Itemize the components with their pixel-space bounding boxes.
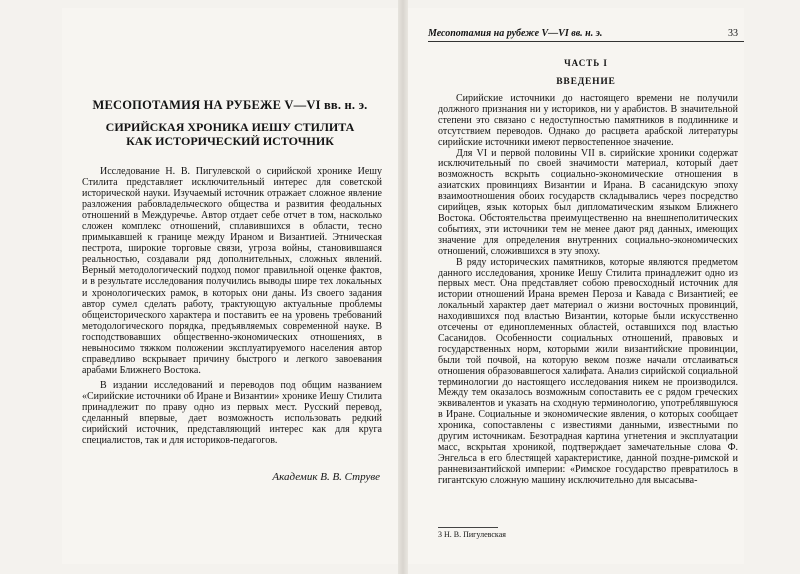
page-number: 33 [728,28,738,39]
footnote: 3 Н. В. Пигулевская [438,530,506,539]
right-page [408,8,744,564]
foreword-paragraph-1: Исследование Н. В. Пигулевской о сирийской хронике Иешу Стилита представляет исключительный интерес для советской исторической науки. Изучаемый источник отражает сложное явление разложения рабовладельческого общества и развития феодальных отношений в Междуречье. Автор отдает себе отчет в том, насколько сложен комплекс отношений, сплавившихся в области, тесно примыкавшей к границе между Ираном и Византией. Этническая пестрота, широкие торговые связи, угроза войны, становившаяся реальностью, создавали ряд дополнительных, сложных явлений. Верный методологический подход помог правильной оценке фактов, и в результате исследования получились выводы шире тех локальных и хронологических рамок, в которых они даны. Из своего задания автор сумел сделать работу, трактующую актуальные проблемы общеисторического характера и поставить ее на уровень требований методологического порядка, предъявляемых современной науке. В господствовавших общественно-экономических отношениях, в невыносимо тяжком положении эксплуатируемого населения автор справедливо вскрывает причину быстрого и легкого завоевания арабами Ближнего Востока. [82,166,382,376]
book-gutter [398,0,408,574]
book-subtitle [62,120,398,148]
intro-paragraph-3: В ряду исторических памятников, которые являются предметом данного исследования, хронике Иешу Стилита принадлежит одно из первых мест. Она представляет собою превосходный источник для истории отношений Ирана времен Пероза и Кавада с Византией; ее локальный характер дает материал о жизни восточных провинций, находившихся под властью Византии, которые были искусственно отсечены от единоплеменных областей, оставшихся под властью Сасанидов. Особенности социальных отношений, правовых и государственных норм, которыми жили византийские провинции, были той почвой, на которую веком позже начали отслаиваться отношения образовавшегося халифата. Анализ сирийской социальной терминологии до настоящего исследования никем не производился. Между тем оказалось возможным сопоставить ее с рядом греческих эквивалентов и указать на сходную терминологию, употреблявшуюся в Иране. Социальные и экономические явления, о которых сообщает хроника, сопоставлены с известиями данными, известными по другим источникам. Безотрадная картина угнетения и эксплуатации масс, вскрытая хроникой, подтверждает замечательные слова Ф. Энгельса в его блестящей характеристике, данной поздне-римской и ранневизантийской империи: «Римское государство превратилось в гигантскую сложную машину исключительно для высасыва- [438,256,738,486]
running-head-title: Месопотамия на рубеже V—VI вв. н. э. [428,28,603,39]
subtitle-line-2: КАК ИСТОРИЧЕСКИЙ ИСТОЧНИК [126,134,334,148]
intro-paragraph-2: Для VI и первой половины VII в. сирийские хроники содержат исключительный по своей значимости материал, который дает возможность вскрыть социально-экономические отношения в азиатских провинциях Византии и Ирана. В сасанидскую эпоху взаимоотношения обоих государств складывались через посредство сирийцев, язык которых был дипломатическим языком Ближнего Востока. Обстоятельства преимущественно на внешнеполитических событиях, эти источники тем не менее дают ряд данных, имеющих значение для определения внутренних социально-экономических отношений, сложившихся в эту эпоху. [438,147,738,257]
section-title: ВВЕДЕНИЕ [556,77,616,87]
footnote-rule [438,527,498,528]
book-title: МЕСОПОТАМИЯ НА РУБЕЖЕ V—VI вв. н. э. [92,98,368,112]
intro-paragraph-1: Сирийские источники до настоящего времени не получили должного признания ни у историков, ни у арабистов. В значительной степени это связано с недоступностью памятников в подлиннике и отсутствием переводов. Однако до расцвета арабской литературы сирийские источники имеют первостепенное значение. [438,93,738,148]
introduction-text [438,94,738,487]
foreword-text [82,166,382,446]
foreword-paragraph-2: В издании исследований и переводов под общим названием «Сирийские источники об Иране и Византии» хронике Иешу Стилита принадлежит по праву одно из первых мест. Русский перевод, сделанный впервые, дает возможность использовать редкий сирийский источник, представляющий интерес как для круга специалистов, так и для историков-педагогов. [82,379,382,447]
running-head [428,28,744,42]
left-page [62,8,398,564]
part-label: ЧАСТЬ I [564,58,608,68]
signature: Академик В. В. Струве [272,471,380,483]
subtitle-line-1: СИРИЙСКАЯ ХРОНИКА ИЕШУ СТИЛИТА [105,120,355,134]
